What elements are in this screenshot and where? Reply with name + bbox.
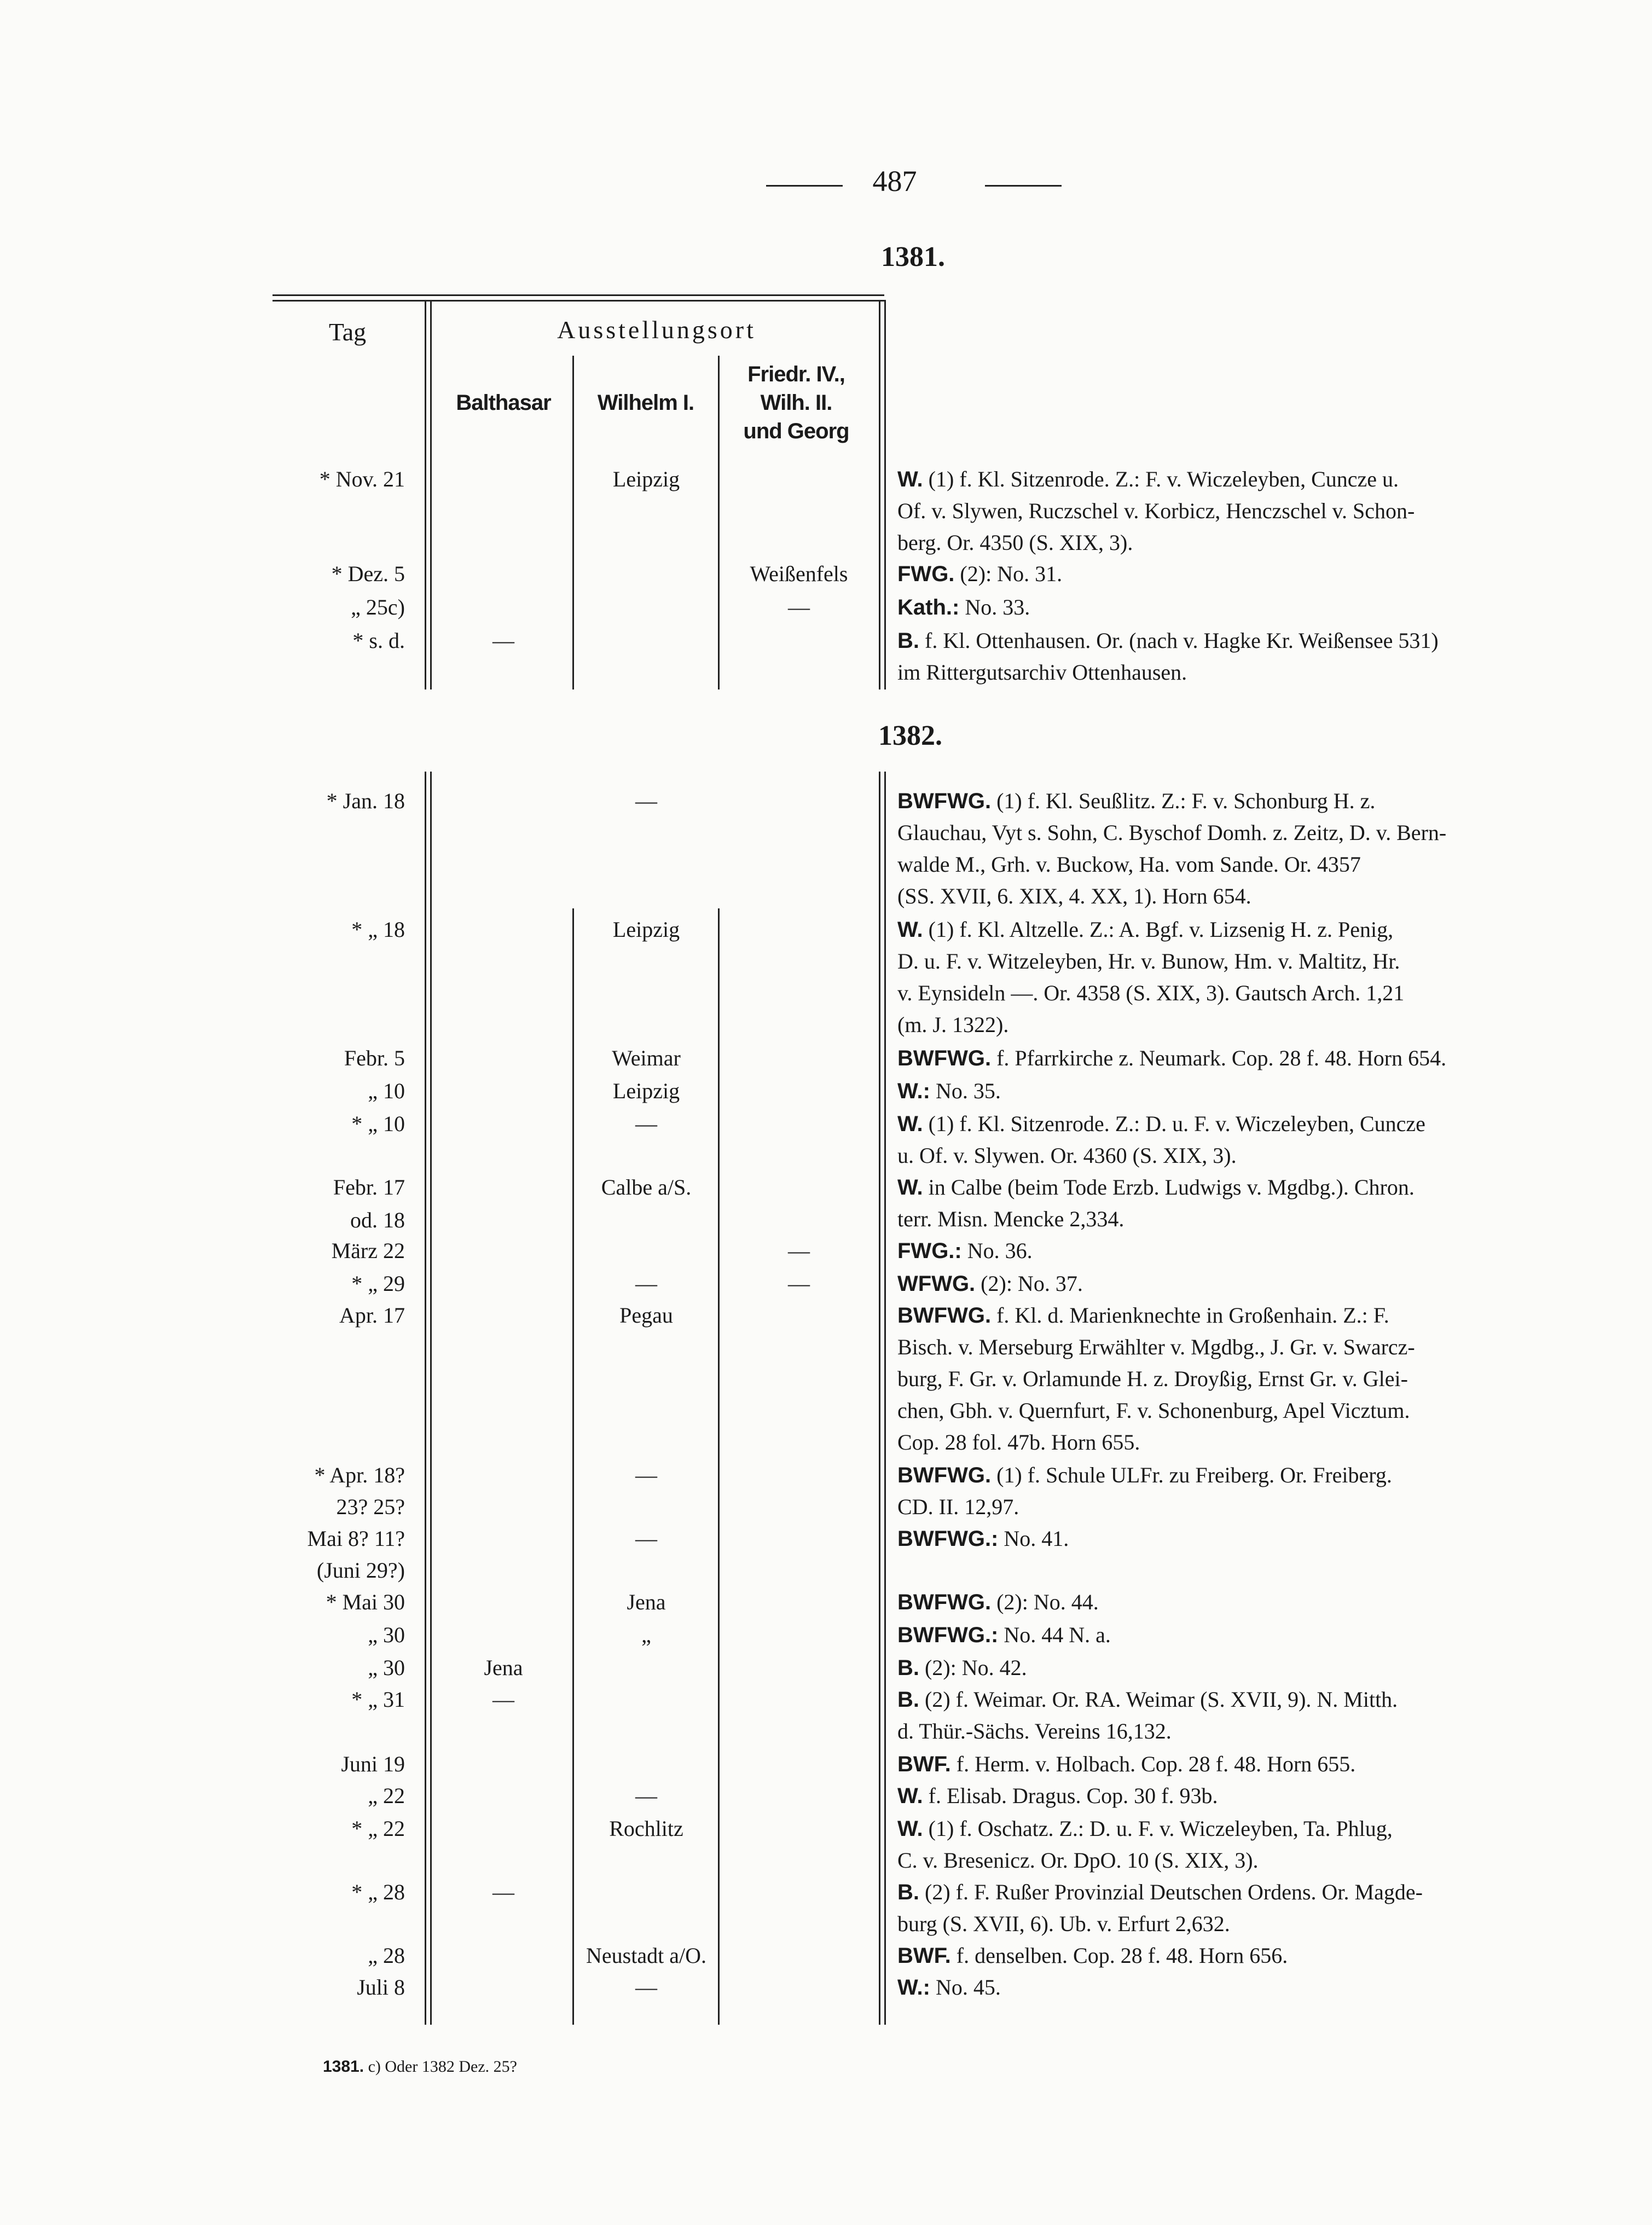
entry-text-line [897,1847,1570,1873]
entry-text-line [897,1174,1570,1200]
entry-day: * Nov. 21 [319,467,405,491]
entry-text-line [897,1366,1570,1392]
entry-text-line [897,1622,1570,1648]
place-wilhelm: — [635,1271,657,1296]
entry-text-line [897,1943,1570,1968]
place-wilhelm: Pegau [619,1303,673,1328]
entry-text: (1) f. Kl. Altzelle. Z.: A. Bgf. v. Lizsenig H. z. Penig, [923,917,1394,942]
place-friedrich: Weißenfels [750,561,848,586]
entry-text-line [897,1302,1570,1328]
place-friedrich: — [788,595,810,619]
header-ausstellungsort: Ausstellungsort [557,316,756,344]
header-col-friedr-line2: Wilh. II. [760,391,832,415]
entry-text-line [897,1751,1570,1777]
entry-day: Juli 8 [357,1975,405,2000]
entry-day: Juni 19 [341,1752,405,1776]
entry-text-line [897,948,1570,974]
entry-siglum: BWFWG. [897,1590,992,1614]
rule-tag-left-1382 [425,772,426,2025]
header-col-friedr-line1: Friedr. IV., [747,362,845,386]
entry-text-line [897,466,1570,492]
place-balthasar: — [492,1880,514,1904]
entry-text-line [897,1816,1570,1841]
entry-siglum: W. [897,918,923,942]
entry-text: (SS. XVII, 6. XIX, 4. XX, 1). Horn 654. [897,884,1251,908]
entry-text: f. denselben. Cop. 28 f. 48. Horn 656. [950,1943,1288,1968]
entry-text-line [897,980,1570,1006]
place-wilhelm: — [635,1975,657,2000]
entry-siglum: B. [897,629,919,653]
table-top-rule [273,294,884,296]
entry-day: * s. d. [352,628,405,653]
entry-text: walde M., Grh. v. Buckow, Ha. vom Sande. Or. 4357 [897,852,1361,877]
place-friedrich: — [788,1238,810,1263]
entry-text-line [897,1911,1570,1937]
entry-text-line [897,820,1570,845]
entry-day: * Dez. 5 [331,561,405,586]
page-number: 487 [872,165,917,198]
place-wilhelm: Leipzig [612,1079,680,1103]
entry-text: (1) f. Kl. Sitzenrode. Z.: F. v. Wiczeleyben, Cuncze u. [923,467,1399,491]
entry-text: d. Thür.-Sächs. Vereins 16,132. [897,1719,1172,1743]
entry-text-line [897,1078,1570,1104]
entry-siglum: W. [897,1817,923,1841]
entry-day: Febr. 17 [333,1175,405,1200]
entry-text: No. 44 N. a. [998,1623,1111,1647]
entry-siglum: BWFWG. [897,789,992,813]
entry-text: burg, F. Gr. v. Orlamunde H. z. Droyßig, Ernst Gr. v. Glei- [897,1366,1408,1391]
entry-siglum: WFWG. [897,1272,976,1296]
entry-text: (2) f. F. Rußer Provinzial Deutschen Ordens. Or. Magde- [919,1880,1423,1904]
entry-text-line [897,530,1570,555]
rule-tag-left [425,300,426,689]
entry-siglum: B. [897,1688,919,1712]
header-col-balthasar: Balthasar [456,391,551,415]
entry-day: * „ 22 [351,1816,405,1841]
entry-text-line [897,628,1570,653]
entry-day: * „ 31 [351,1687,405,1712]
entry-text-line [897,1974,1570,2000]
place-wilhelm: — [635,1783,657,1808]
entry-text-line [897,1271,1570,1296]
entry-day: „ 22 [368,1783,405,1808]
entry-text-line [897,1012,1570,1038]
rule-tag-right [430,300,432,689]
place-wilhelm: Neustadt a/O. [586,1943,706,1968]
place-wilhelm: Jena [627,1590,666,1614]
entry-siglum: W.: [897,1079,930,1103]
rule-text-right-1382 [884,772,886,2025]
entry-siglum: FWG. [897,562,955,586]
rule-tag-right-1382 [430,772,432,2025]
entry-day: 23? 25? [336,1494,405,1519]
place-balthasar: — [492,628,514,653]
entry-siglum: BWFWG.: [897,1527,999,1551]
page-number-dash-left [766,185,843,187]
entry-siglum: BWFWG. [897,1303,992,1328]
entry-day: * „ 28 [351,1880,405,1904]
entry-text: (2): No. 44. [991,1590,1099,1614]
entry-siglum: BWFWG.: [897,1623,999,1647]
place-wilhelm: Rochlitz [609,1816,683,1841]
entry-text: CD. II. 12,97. [897,1494,1019,1519]
entry-day: „ 28 [368,1943,405,1968]
entry-text-line [897,561,1570,587]
entry-text-line [897,1045,1570,1071]
place-wilhelm: — [635,1526,657,1551]
entry-siglum: B. [897,1880,919,1904]
entry-day: (Juni 29?) [316,1558,405,1583]
entry-day: * Apr. 18? [314,1463,405,1487]
entry-text: (1) f. Kl. Seußlitz. Z.: F. v. Schonburg H. z. [991,789,1376,813]
entry-text-line [897,1398,1570,1423]
entry-text: Of. v. Slywen, Ruczschel v. Korbicz, Henczschel v. Schon- [897,499,1415,523]
entry-text-line [897,1687,1570,1712]
entry-text-line [897,788,1570,814]
entry-text-line [897,1111,1570,1137]
entry-siglum: B. [897,1656,919,1680]
entry-text: terr. Misn. Mencke 2,334. [897,1207,1124,1231]
place-wilhelm: — [635,1463,657,1487]
entry-day: * „ 18 [351,917,405,942]
entry-text: berg. Or. 4350 (S. XIX, 3). [897,530,1133,555]
entry-text: (1) f. Schule ULFr. zu Freiberg. Or. Freiberg. [991,1463,1392,1487]
entry-text: burg (S. XVII, 6). Ub. v. Erfurt 2,632. [897,1911,1230,1936]
header-tag: Tag [328,318,367,346]
entry-text-line [897,498,1570,524]
entry-day: Apr. 17 [339,1303,405,1328]
place-wilhelm: Leipzig [612,917,680,942]
entry-text-line [897,1462,1570,1488]
entry-text-line [897,1206,1570,1232]
place-friedrich: — [788,1271,810,1296]
place-wilhelm: — [635,1111,657,1136]
rule-col-1-1382 [572,908,574,2025]
entry-siglum: W.: [897,1975,930,2000]
entry-text-line [897,851,1570,877]
entry-text-line [897,594,1570,620]
entry-text: No. 33. [959,595,1030,619]
rule-text-right [884,300,886,689]
entry-text: f. Elisab. Dragus. Cop. 30 f. 93b. [923,1783,1218,1808]
entry-day: März 22 [331,1238,405,1263]
header-col-friedr-line3: und Georg [743,419,849,443]
entry-text-line [897,1526,1570,1551]
entry-siglum: BWFWG. [897,1046,992,1070]
entry-siglum: FWG.: [897,1239,962,1263]
entry-text: (1) f. Oschatz. Z.: D. u. F. v. Wiczeleyben, Ta. Phlug, [923,1816,1393,1841]
rule-col-2-1382 [718,908,720,2025]
entry-day: „ 10 [368,1079,405,1103]
entry-text: No. 45. [930,1975,1001,2000]
rule-text-left [879,300,880,689]
entry-day: * „ 10 [351,1111,405,1136]
entry-text: No. 36. [961,1238,1033,1263]
entry-text-line [897,1334,1570,1360]
place-balthasar: Jena [484,1655,523,1680]
entry-text: f. Kl. Ottenhausen. Or. (nach v. Hagke Kr. Weißensee 531) [919,628,1439,653]
entry-text: D. u. F. v. Witzeleyben, Hr. v. Bunow, Hm. v. Maltitz, Hr. [897,949,1400,974]
entry-text: (2) f. Weimar. Or. RA. Weimar (S. XVII, 9). N. Mitth. [919,1687,1398,1712]
entry-text: No. 41. [998,1526,1069,1551]
entry-text-line [897,1238,1570,1264]
place-wilhelm: — [635,789,657,813]
entry-siglum: BWFWG. [897,1463,992,1487]
entry-text-line [897,883,1570,909]
entry-siglum: W. [897,1112,923,1136]
entry-text: Bisch. v. Merseburg Erwählter v. Mgdbg., J. Gr. v. Swarcz- [897,1335,1415,1359]
place-wilhelm: Calbe a/S. [601,1175,692,1200]
place-wilhelm: „ [641,1623,651,1647]
entry-text-line [897,1429,1570,1455]
entry-day: Mai 8? 11? [307,1526,405,1551]
table-top-rule-2 [273,300,884,302]
entry-text-line [897,1655,1570,1681]
header-col-wilhelm: Wilhelm I. [597,391,694,415]
entry-text: chen, Gbh. v. Quernfurt, F. v. Schonenburg, Apel Vicztum. [897,1398,1410,1423]
place-balthasar: — [492,1687,514,1712]
entry-text: Glauchau, Vyt s. Sohn, C. Byschof Domh. z. Zeitz, D. v. Bern- [897,820,1447,845]
entry-day: „ 30 [368,1655,405,1680]
entry-day: * Mai 30 [326,1590,405,1614]
entry-text-line [897,1879,1570,1905]
entry-text: (m. J. 1322). [897,1012,1009,1037]
entry-text-line [897,1494,1570,1520]
year-heading-1382: 1382. [878,720,942,751]
entry-text-line [897,1143,1570,1168]
entry-siglum: Kath.: [897,595,960,619]
entry-day: „ 25c) [351,595,405,619]
rule-text-left-1382 [879,772,880,2025]
entry-text-line [897,1589,1570,1615]
entry-siglum: W. [897,467,923,491]
entry-text: No. 35. [930,1079,1001,1103]
year-heading-1381: 1381. [881,241,945,273]
footnote-year: 1381. [323,2058,364,2076]
entry-text-line [897,1783,1570,1809]
entry-text: (1) f. Kl. Sitzenrode. Z.: D. u. F. v. Wiczeleyben, Cuncze [923,1111,1425,1136]
entry-text: Cop. 28 fol. 47b. Horn 655. [897,1430,1140,1455]
entry-siglum: W. [897,1784,923,1808]
entry-text: (2): No. 42. [919,1655,1027,1680]
entry-day: od. 18 [350,1208,405,1232]
entry-text: f. Pfarrkirche z. Neumark. Cop. 28 f. 48. Horn 654. [991,1046,1447,1070]
entry-text: u. Of. v. Slywen. Or. 4360 (S. XIX, 3). [897,1143,1237,1168]
page-number-dash-right [985,185,1062,187]
place-wilhelm: Weimar [612,1046,681,1070]
entry-siglum: BWF. [897,1944,951,1968]
entry-day: * „ 29 [351,1271,405,1296]
place-wilhelm: Leipzig [612,467,680,491]
entry-day: „ 30 [368,1623,405,1647]
entry-siglum: W. [897,1175,923,1200]
entry-text-line [897,659,1570,685]
entry-text: C. v. Bresenicz. Or. DpO. 10 (S. XIX, 3). [897,1848,1259,1873]
entry-day: * Jan. 18 [326,789,405,813]
footnote-text: c) Oder 1382 Dez. 25? [364,2058,517,2076]
entry-siglum: BWF. [897,1752,951,1776]
entry-text: f. Kl. d. Marienknechte in Großenhain. Z.: F. [991,1303,1389,1328]
entry-text-line [897,917,1570,942]
entry-text: f. Herm. v. Holbach. Cop. 28 f. 48. Horn 655. [950,1752,1356,1776]
rule-col-2 [718,356,720,689]
entry-text: in Calbe (beim Tode Erzb. Ludwigs v. Mgdbg.). Chron. [923,1175,1415,1200]
footnote [323,2058,517,2076]
entry-text: (2): No. 37. [975,1271,1083,1296]
entry-text: im Rittergutsarchiv Ottenhausen. [897,660,1187,685]
entry-text: (2): No. 31. [954,561,1063,586]
entry-text-line [897,1718,1570,1744]
entry-text: v. Eynsideln —. Or. 4358 (S. XIX, 3). Gautsch Arch. 1,21 [897,981,1405,1005]
entry-day: Febr. 5 [344,1046,405,1070]
